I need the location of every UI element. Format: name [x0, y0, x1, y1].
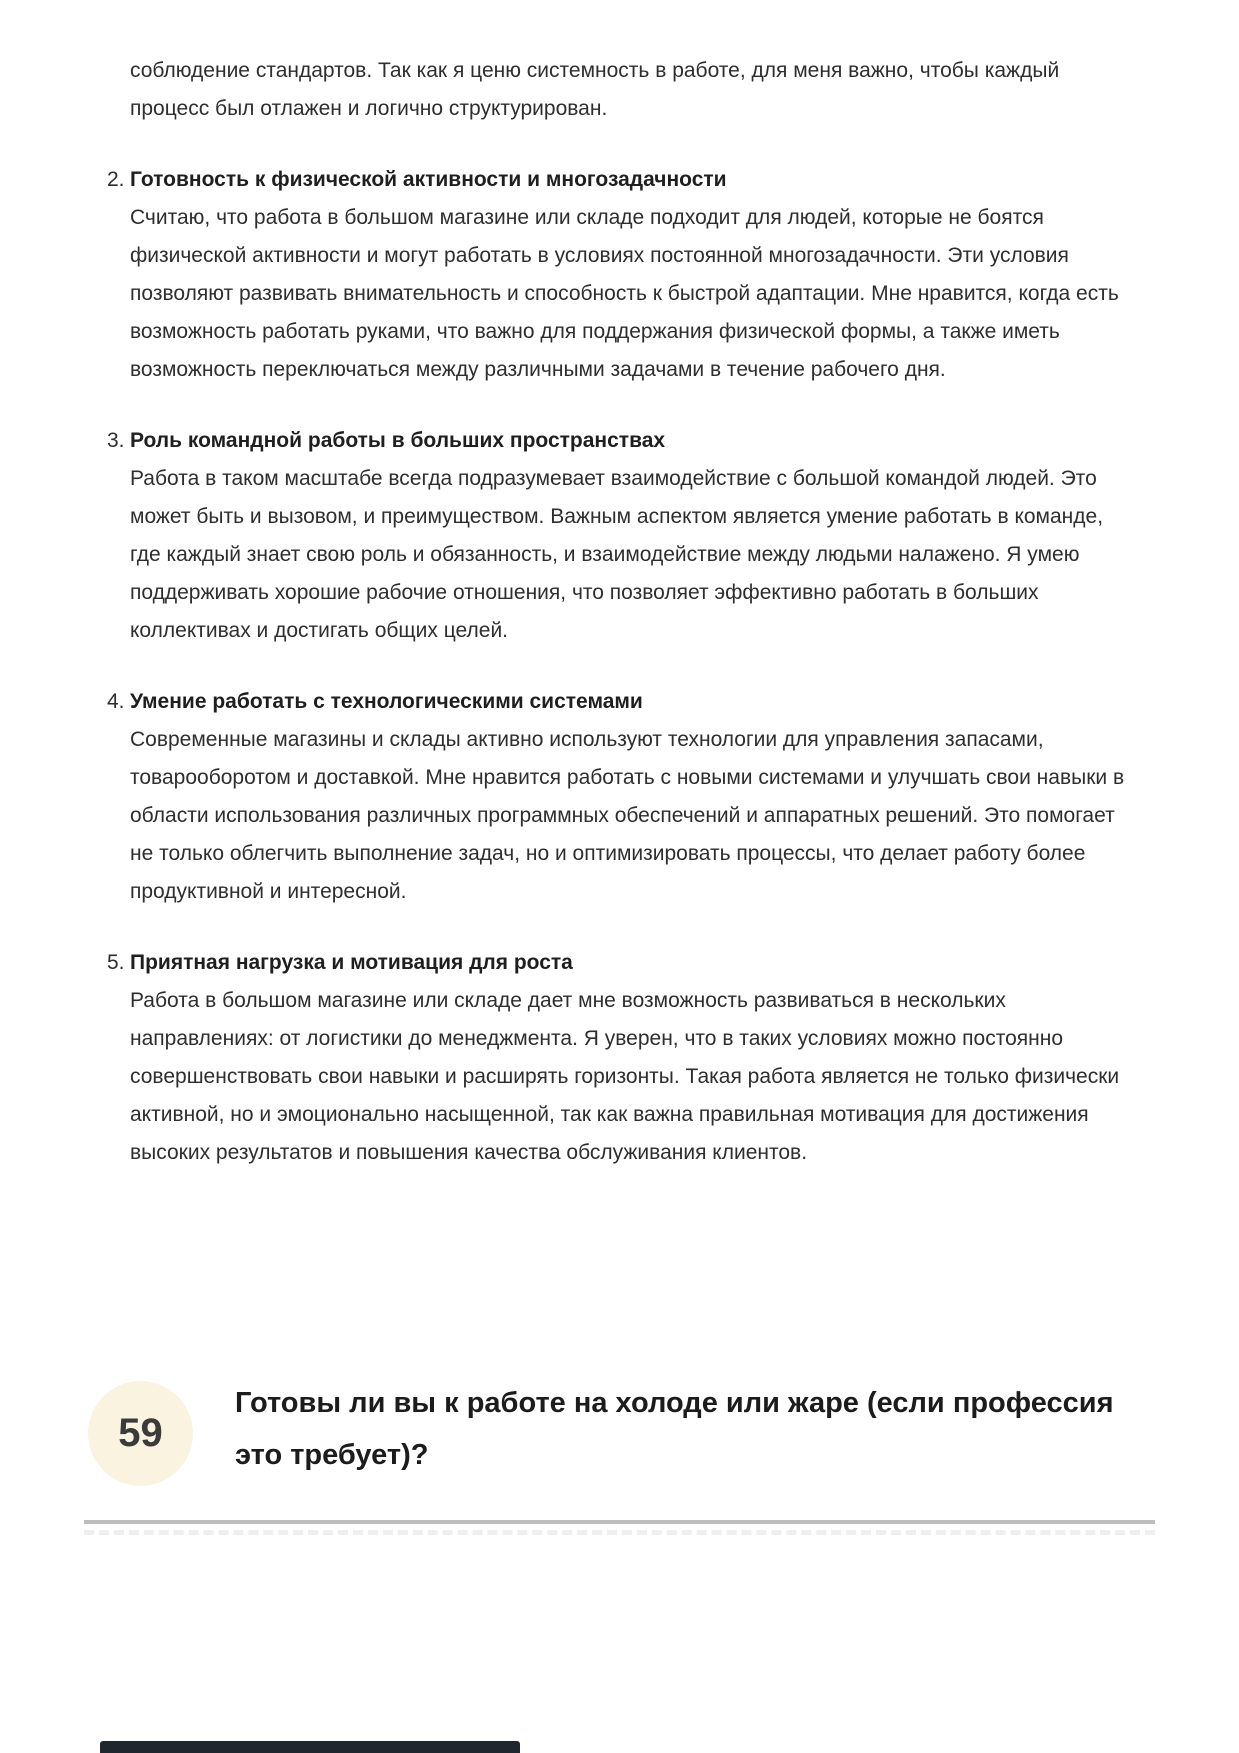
list-item-title: Умение работать с технологическими системами: [130, 690, 643, 713]
list-item-number: 5.: [107, 951, 125, 974]
question-number-badge: [88, 1381, 193, 1486]
list-item: [107, 161, 1134, 389]
list-item-body: Работа в большом магазине или складе дает мне возможность развиваться в нескольких направлениях: от логистики до менеджмента. Я уверен, что в таких условиях можно постоянно совершенствовать свои навыки и расширять горизонты. Такая работа является не только физически активной, но и эмоционально насыщенной, так как важна правильная мотивация для достижения высоких результатов и повышения качества обслуживания клиентов.: [130, 989, 1120, 1164]
list-item-body: Работа в таком масштабе всегда подразумевает взаимодействие с большой командой людей. Это может быть и вызовом, и преимуществом. Важным аспектом является умение работать в команде, где каждый знает свою роль и обязанность, и взаимодействие между людьми налажено. Я умею поддерживать хорошие рабочие отношения, что позволяет эффективно работать в больших коллективах и достигать общих целей.: [130, 467, 1104, 642]
list-item-content: [130, 422, 1134, 650]
list-item-title: Готовность к физической активности и многозадачности: [130, 168, 727, 191]
list-item-title: Приятная нагрузка и мотивация для роста: [130, 951, 573, 974]
question-number: 59: [118, 1411, 163, 1455]
list-item-content: [130, 683, 1134, 911]
list-item: [107, 422, 1134, 650]
numbered-list: [107, 161, 1134, 1172]
list-item-number: 4.: [107, 690, 125, 713]
list-item: [107, 944, 1134, 1172]
continuation-paragraph: соблюдение стандартов. Так как я ценю системность в работе, для меня важно, чтобы каждый процесс был отлажен и логично структурирован.: [130, 59, 1060, 120]
list-item-number: 2.: [107, 168, 125, 191]
question-block: [0, 1377, 1239, 1486]
question-title: Готовы ли вы к работе на холоде или жаре (если профессия это требует)?: [235, 1387, 1114, 1471]
divider-dashed-shadow: [84, 1530, 1155, 1535]
list-item-number: 3.: [107, 429, 125, 452]
list-item: [107, 683, 1134, 911]
next-section-partial-bar: [100, 1741, 520, 1753]
section-divider: [84, 1520, 1155, 1524]
list-item-body: Считаю, что работа в большом магазине или складе подходит для людей, которые не боятся физической активности и могут работать в условиях постоянной многозадачности. Эти условия позволяют развивать внимательность и способность к быстрой адаптации. Мне нравится, когда есть возможность работать руками, что важно для поддержания физической формы, а также иметь возможность переключаться между различными задачами в течение рабочего дня.: [130, 206, 1119, 381]
list-item-body: Современные магазины и склады активно используют технологии для управления запасами, товарооборотом и доставкой. Мне нравится работать с новыми системами и улучшать свои навыки в области использования различных программных обеспечений и аппаратных решений. Это помогает не только облегчить выполнение задач, но и оптимизировать процессы, что делает работу более продуктивной и интересной.: [130, 728, 1125, 903]
list-item-content: [130, 161, 1134, 389]
list-item-content: [130, 944, 1134, 1172]
list-item-title: Роль командной работы в больших пространствах: [130, 429, 666, 452]
